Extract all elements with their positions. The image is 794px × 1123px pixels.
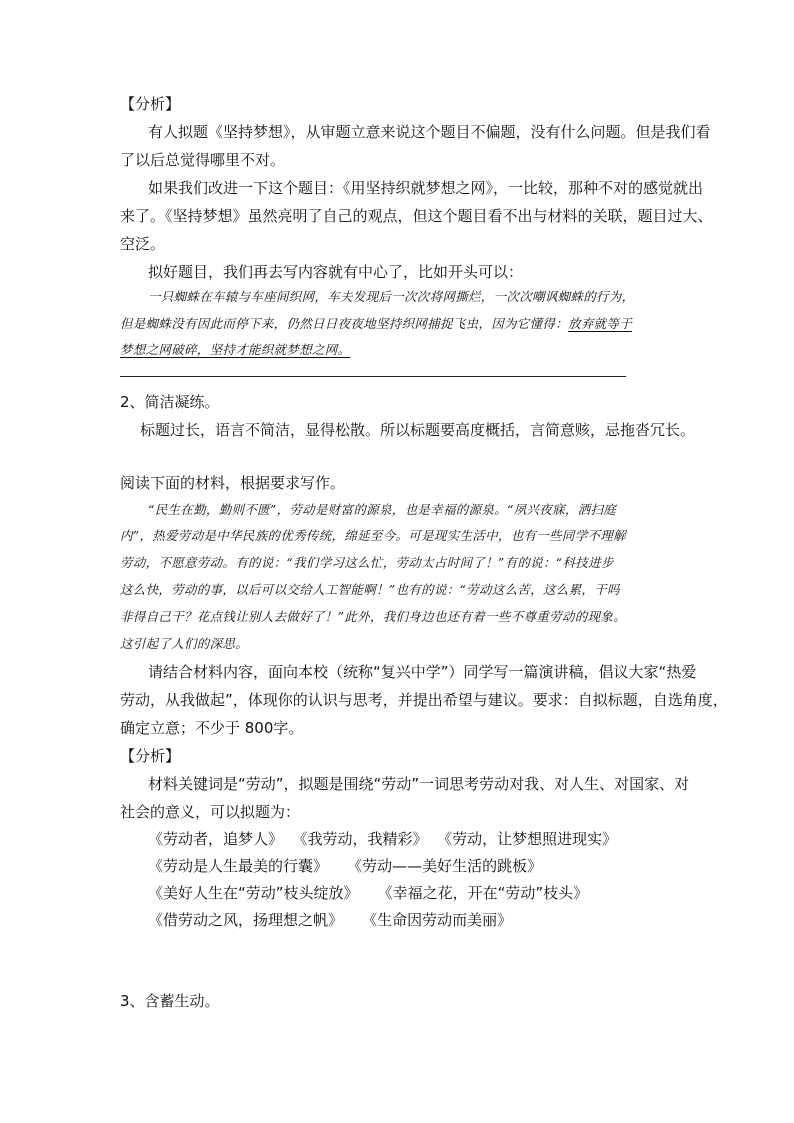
title-examples-line: 《劳动者，追梦人》 《我劳动，我精彩》 《劳动，让梦想照进现实》: [148, 830, 618, 848]
requirement-line: 确定立意；不少于 800字。: [120, 719, 304, 737]
material-line: 内”，热爱劳动是中华民族的优秀传统，绵延至今。可是现实生活中，也有一些同学不理解: [120, 528, 626, 543]
material-line: “民生在勤，勤则不匮”，劳动是财富的源泉，也是幸福的源泉。“夙兴夜寐，洒扫庭: [148, 502, 617, 517]
title-examples-line: 《劳动是人生最美的行囊》 《劳动——美好生活的跳板》: [148, 857, 543, 875]
example-text: 但是蜘蛛没有因此而停下来，仍然日日夜夜地坚持织网捕捉飞虫，因为它懂得：: [120, 316, 569, 331]
paragraph-line: 标题过长，语言不简洁，显得松散。所以标题要高度概括，言简意赅，忌拖沓冗长。: [140, 421, 696, 439]
example-line: 一只蜘蛛在车辕与车座间织网，车夫发现后一次次将网撕烂，一次次嘲讽蜘蛛的行为，: [148, 289, 635, 304]
paragraph-line: 空泛。: [120, 235, 166, 253]
paragraph-line: 社会的意义，可以拟题为：: [120, 803, 301, 821]
requirement-line: 请结合材料内容，面向本校（统称“复兴中学”）同学写一篇演讲稿，倡议大家“热爱: [148, 663, 697, 681]
task-intro: 阅读下面的材料，根据要求写作。: [120, 474, 346, 492]
paragraph-line: 有人拟题《坚持梦想》，从审题立意来说这个题目不偏题，没有什么问题。但是我们看: [148, 123, 711, 141]
paragraph-line: 了以后总觉得哪里不对。: [120, 151, 286, 169]
analysis-heading: 【分析】: [120, 95, 181, 113]
analysis-heading: 【分析】: [120, 747, 181, 765]
material-line: 非得自己干？花点钱让别人去做好了！”此外，我们身边也还有着一些不尊重劳动的现象。: [120, 609, 626, 624]
section-heading: 3、含蓄生动。: [120, 992, 220, 1010]
paragraph-line: 来了。《坚持梦想》虽然亮明了自己的观点，但这个题目看不出与材料的关联，题目过大、: [120, 207, 713, 225]
underlined-text: 梦想之网破碎，坚持才能织就梦想之网。: [120, 342, 351, 357]
section-heading: 2、简洁凝练。: [120, 393, 220, 411]
material-line: 劳动，不愿意劳动。有的说：“我们学习这么忙，劳动太占时间了！”有的说：“科技进步: [120, 555, 614, 570]
material-line: 这引起了人们的深思。: [120, 636, 249, 651]
paragraph-line: 材料关键词是“劳动”，拟题是围绕“劳动”一词思考劳动对我、对人生、对国家、对: [148, 775, 690, 793]
underlined-text: 放弃就等于: [568, 316, 633, 331]
title-examples-line: 《美好人生在“劳动”枝头绽放》 《幸福之花，开在“劳动”枝头》: [148, 884, 589, 902]
requirement-line: 劳动，从我做起”，体现你的认识与思考，并提出希望与建议。要求：自拟标题，自选角度，: [120, 691, 728, 709]
example-line: [120, 314, 632, 334]
material-line: 这么快，劳动的事，以后可以交给人工智能啊！”也有的说：“劳动这么苦，这么累，干吗: [120, 582, 620, 597]
paragraph-line: 如果我们改进一下这个题目：《用坚持织就梦想之网》，一比较，那种不对的感觉就出: [148, 179, 704, 197]
title-examples-line: 《借劳动之风，扬理想之帆》 《生命因劳动而美丽》: [148, 911, 513, 929]
divider: [120, 376, 626, 377]
paragraph-line: 拟好题目，我们再去写内容就有中心了，比如开头可以：: [148, 263, 524, 281]
